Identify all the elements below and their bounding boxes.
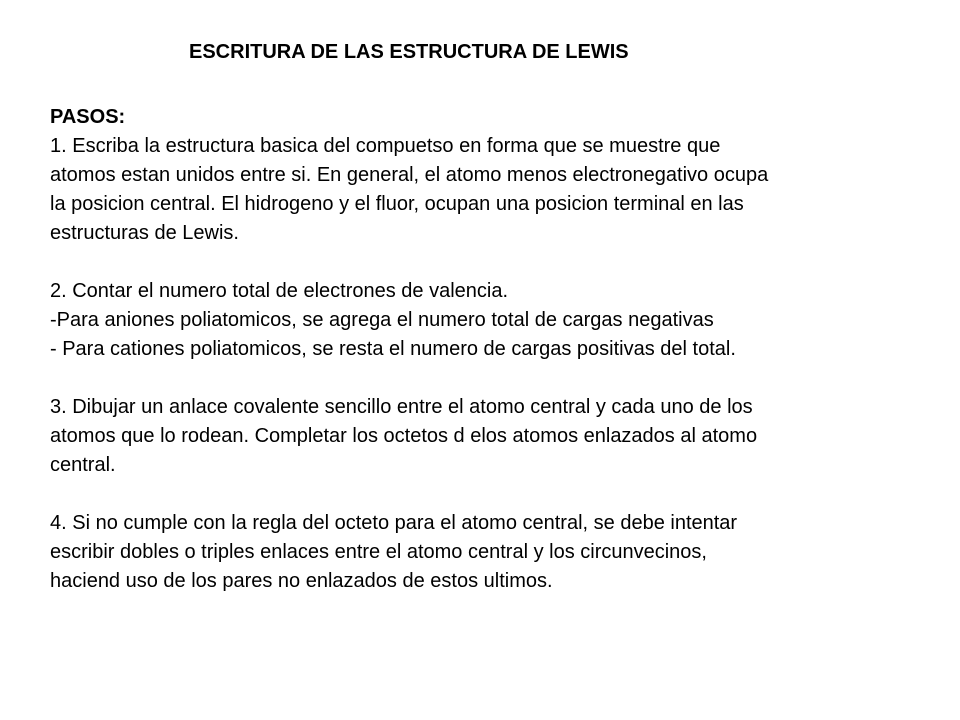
step-line: estructuras de Lewis. <box>50 222 239 244</box>
steps-heading: PASOS: <box>50 106 126 128</box>
step-line: central. <box>50 454 116 476</box>
spacer <box>50 364 930 393</box>
step-line: 4. Si no cumple con la regla del octeto para el atomo central, se debe intentar <box>50 512 738 534</box>
step-3 <box>50 393 930 480</box>
step-line: 3. Dibujar un anlace covalente sencillo entre el atomo central y cada uno de los <box>50 396 753 418</box>
spacer <box>50 480 930 509</box>
step-line: escribir dobles o triples enlaces entre el atomo central y los circunvecinos, <box>50 541 707 563</box>
spacer <box>50 248 930 277</box>
step-line: atomos que lo rodean. Completar los octetos d elos atomos enlazados al atomo <box>50 425 758 447</box>
step-line: la posicion central. El hidrogeno y el fluor, ocupan una posicion terminal en las <box>50 193 744 215</box>
step-line: atomos estan unidos entre si. En general, el atomo menos electronegativo ocupa <box>50 164 769 186</box>
step-line: 1. Escriba la estructura basica del compuetso en forma que se muestre que <box>50 135 721 157</box>
steps-body <box>50 103 930 596</box>
step-line: - Para cationes poliatomicos, se resta el numero de cargas positivas del total. <box>50 338 736 360</box>
step-line: 2. Contar el numero total de electrones de valencia. <box>50 280 509 302</box>
step-1 <box>50 132 930 248</box>
step-2 <box>50 277 930 364</box>
step-line: -Para aniones poliatomicos, se agrega el numero total de cargas negativas <box>50 309 714 331</box>
slide-title: ESCRITURA DE LAS ESTRUCTURA DE LEWIS <box>189 41 629 63</box>
step-4 <box>50 509 930 596</box>
step-line: haciend uso de los pares no enlazados de estos ultimos. <box>50 570 553 592</box>
